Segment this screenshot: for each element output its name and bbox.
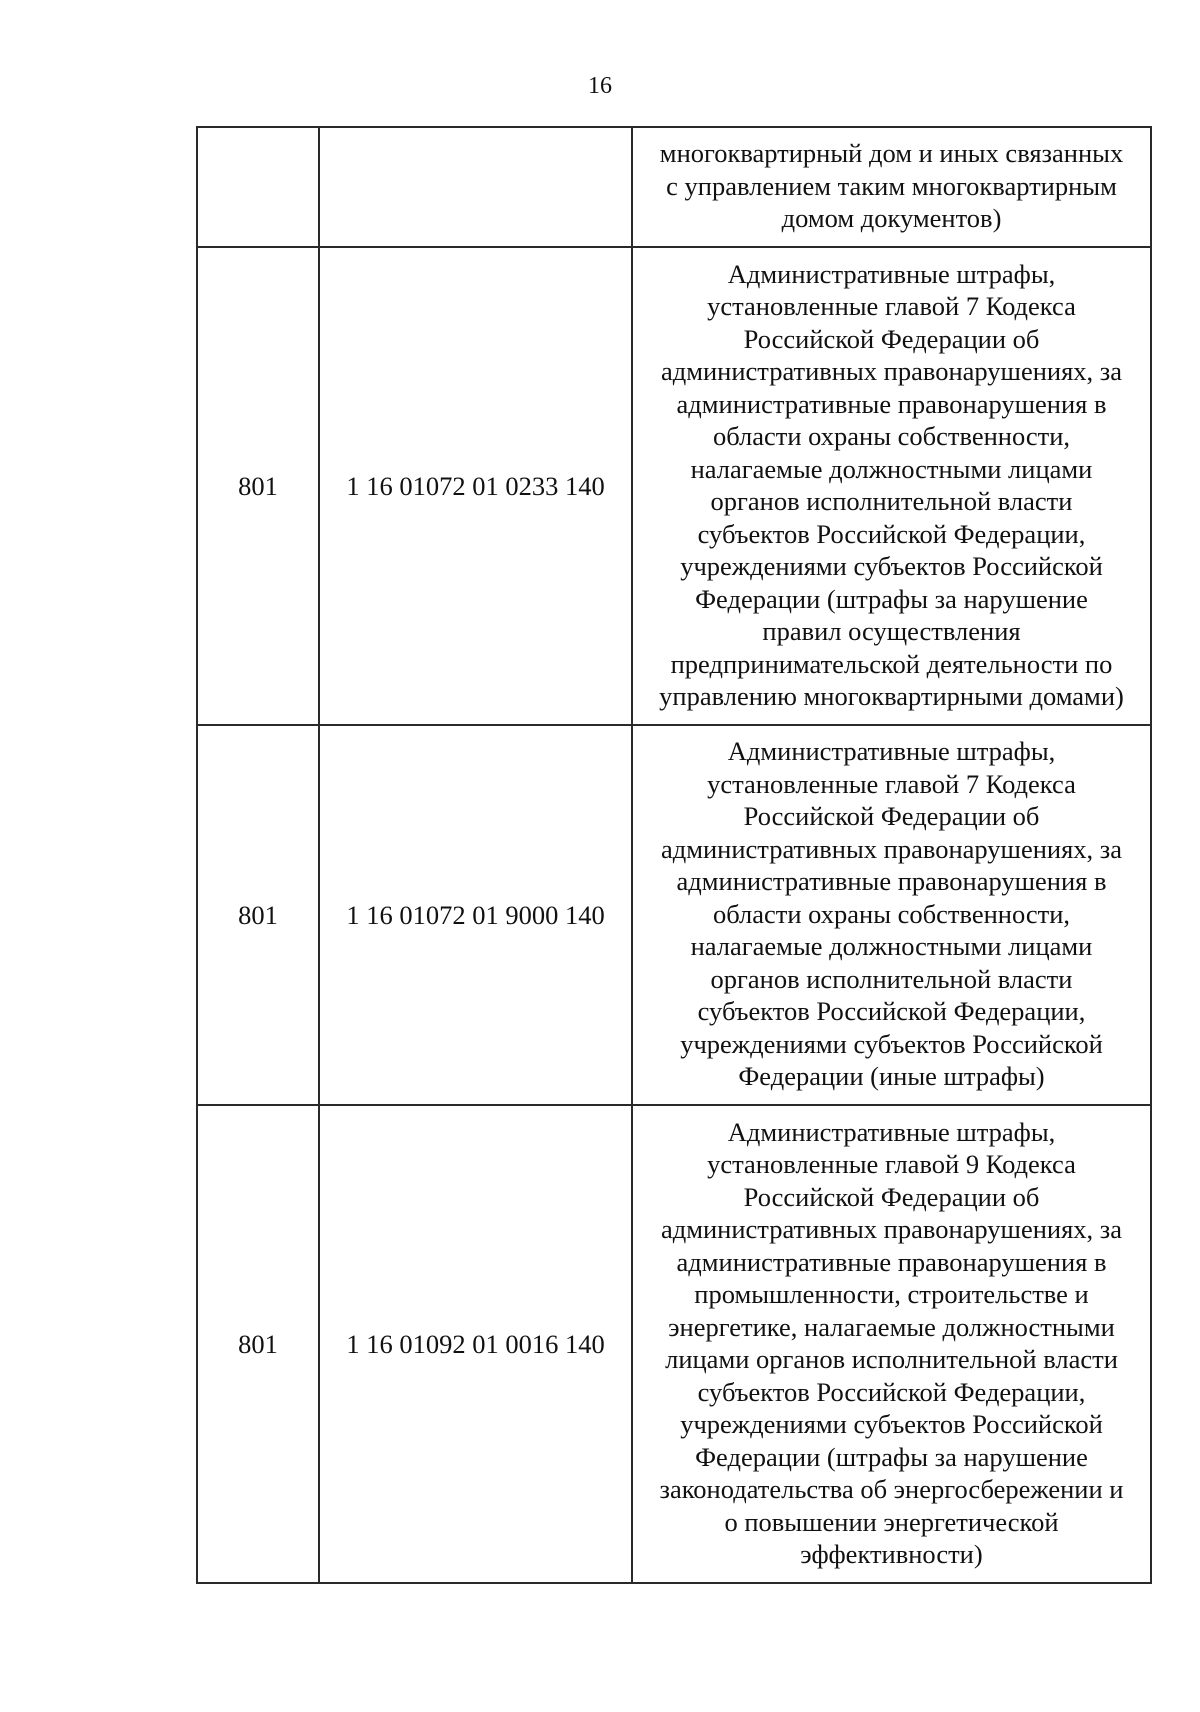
description-text: многоквартирный дом и иных связанных с управлением таким многоквартирным домом документов) (659, 138, 1124, 234)
admin-code-cell: 801 (197, 1105, 319, 1583)
description-cell (632, 725, 1151, 1105)
admin-code-cell: 801 (197, 247, 319, 725)
fees-table (196, 126, 1152, 1584)
kbk-code-cell (319, 127, 632, 247)
kbk-code-cell: 1 16 01072 01 9000 140 (319, 725, 632, 1105)
table-row (197, 247, 1151, 725)
table-row (197, 725, 1151, 1105)
description-text: Административные штрафы, установленные главой 7 Кодекса Российской Федерации об административных правонарушениях, за административные правонарушения в области охраны собственности, налагаемые должностными лицами органов исполнительной власти субъектов Российской Федерации, учреждениями субъектов Российской Федерации (иные штрафы) (660, 736, 1122, 1092)
kbk-code-cell: 1 16 01072 01 0233 140 (319, 247, 632, 725)
description-cell (632, 1105, 1151, 1583)
description-text: Административные штрафы, установленные главой 9 Кодекса Российской Федерации об административных правонарушениях, за административные правонарушения в промышленности, строительстве и энергетике, налагаемые должностными лицами органов исполнительной власти субъектов Российской Федерации, учреждениями субъектов Российской Федерации (штрафы за нарушение законодательства об энергосбережении и о повышении энергетической эффективности) (659, 1116, 1124, 1569)
table-row (197, 1105, 1151, 1583)
kbk-code-cell: 1 16 01092 01 0016 140 (319, 1105, 632, 1583)
description-cell (632, 247, 1151, 725)
description-cell (632, 127, 1151, 247)
description-text: Административные штрафы, установленные главой 7 Кодекса Российской Федерации об административных правонарушениях, за административные правонарушения в области охраны собственности, налагаемые должностными лицами органов исполнительной власти субъектов Российской Федерации, учреждениями субъектов Российской Федерации (штрафы за нарушение правил осуществления предпринимательской деятельности по управлению многоквартирными домами) (659, 258, 1124, 711)
admin-code-cell: 801 (197, 725, 319, 1105)
table-row (197, 127, 1151, 247)
admin-code-cell (197, 127, 319, 247)
page-number: 16 (588, 73, 612, 99)
